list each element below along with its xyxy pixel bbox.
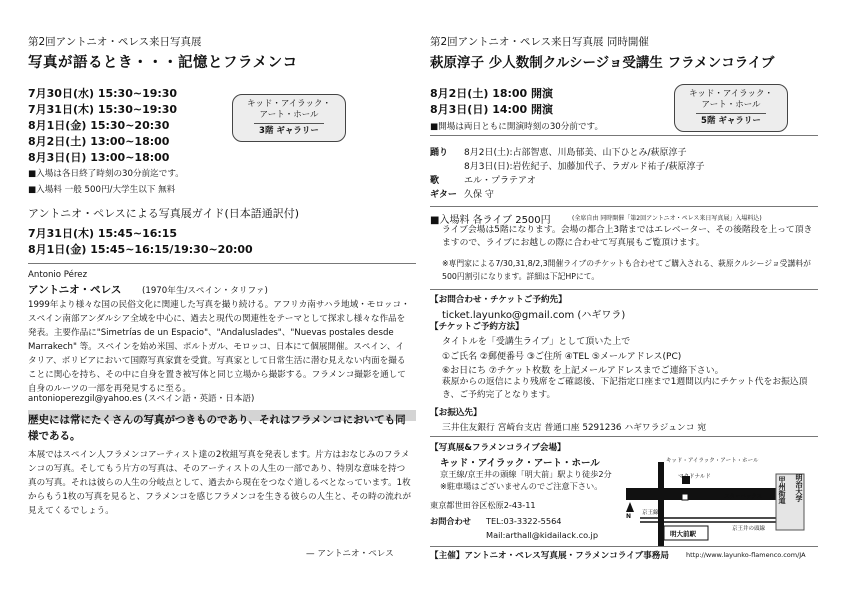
performer-role: 歌 (430, 176, 440, 186)
performer-line: エル・プラテアオ (464, 176, 536, 186)
schedule-row: 8月2日(土) 13:00~18:00 (28, 135, 170, 148)
map-drawing (622, 456, 818, 546)
venue-mail[interactable]: Mail:arthall@kidailack.co.jp (486, 530, 599, 540)
map-label-macdonalds: マクドナルド (678, 474, 711, 480)
profile-contact: antonioperezgil@yahoo.es (スペイン語・英語・日本語) (28, 394, 255, 404)
divider (430, 135, 818, 136)
venue-address: 東京都世田谷区松原2-43-11 (430, 500, 536, 510)
map-label-koshu: 甲州街道 (778, 476, 786, 504)
performer-line: 久保 守 (464, 190, 494, 200)
venue-access: 京王線/京王井の頭線「明大前」駅より徒歩2分 (440, 469, 612, 479)
profile-meta: (1970年生/スペイン・タリファ) (142, 286, 268, 296)
schedule-row: 8月3日(日) 13:00~18:00 (28, 151, 170, 164)
divider (430, 546, 818, 547)
reserve-items: ⑥お日にち ⑦チケット枚数 を上記メールアドレスまでご連絡下さい。 (442, 366, 724, 376)
live-discount: ※専門家による7/30,31,8/2,3開催ライブのチケットも合わせてご購入される、萩原クルシージョ受講料が500円割引になります。詳細は下記HPにて。 (442, 259, 811, 281)
divider (430, 206, 818, 207)
live-fee: ■入場料 各ライブ 2500円 (430, 215, 551, 226)
reserve-intro: タイトルを「受講生ライブ」として頂いた上で (442, 337, 631, 347)
live-title: 萩原淳子 少人数制クルシージョ受講生 フラメンコライブ (430, 55, 775, 71)
profile-bio: 1999年より様々な国の民俗文化に関連した写真を撮り続ける。アフリカ南サハラ地域・モロッコ・スペイン南部アンダルシア全域を中心に、過去と現代の関連性をテーマとして探求し様々な作品を発表。主要作品に"Simetrías de un Espacio"、"Andaluslades"、"Nuevas postales desde Marrakech" 等。スペインを始め米国、ポルトガル、モロッコ、日本にて個展開催。スペイン、イタリア、ボリビアにおいて国際写真家賞を受賞。写真家として日常生活に潜む見えない内面を撮ることに関心を持ち、その中に自身を置き被写体と同じ立場から撮影する。フラメンコ撮影を通して自身のルーツの一部を再発見するに至る。 (28, 300, 410, 392)
venue-badge-3f (232, 94, 346, 142)
performer-role: 踊り (430, 148, 449, 158)
reply-note: 萩原からの返信により残席をご確認後、下記指定口座まで1週間以内にチケット代をお振込頂き、ご予約完了となります。 (442, 377, 808, 400)
map-label-starbucks: スターバックス (724, 494, 763, 500)
contact-email[interactable]: ticket.layunko@gmail.com (ハギワラ) (442, 310, 626, 321)
venue-badge-line1: キッド・アイラック・ (247, 99, 331, 109)
reserve-header: 【チケットご予約方法】 (430, 322, 524, 332)
venue-header: 【写真展&フラメンコライブ会場】 (430, 443, 566, 453)
bank-header: 【お振込先】 (430, 408, 482, 418)
profile-name: アントニオ・ペレス (28, 284, 122, 296)
quote-attribution: — アントニオ・ペレス (306, 549, 394, 559)
venue-badge-5f (674, 84, 788, 132)
live-subtitle: 第2回アントニオ・ペレス来日写真展 同時開催 (430, 36, 649, 48)
map-label-station: 明大前駅 (670, 530, 696, 538)
live-open-note: ■開場は両日ともに開演時刻の30分前です。 (430, 122, 604, 132)
guide-schedule-row: 7月31日(木) 15:45~16:15 (28, 227, 178, 240)
venue-map (622, 456, 818, 546)
divider (430, 436, 818, 437)
venue-badge-line2: アート・ホール (259, 110, 319, 120)
map-label-keio: 京王線 (642, 510, 659, 516)
venue-tel-label: お問合わせ (430, 516, 471, 526)
venue-badge-line1: キッド・アイラック・ (689, 89, 773, 99)
map-label-hall: キッド・アイラック・アート・ホール (666, 458, 759, 464)
venue-parking: ※駐車場はございませんのでご注意下さい。 (440, 481, 603, 491)
venue-badge-floor: 3階 ギャラリー (254, 123, 323, 137)
guide-title: アントニオ・ペレスによる写真展ガイド(日本語通訳付) (28, 207, 300, 220)
venue-badge-line2: アート・ホール (701, 100, 761, 110)
footer-url[interactable]: http://www.layunko-flamenco.com/JA (686, 551, 806, 559)
entry-note: ■入場は各日終了時刻の30分前迄です。 (28, 169, 184, 179)
reserve-items: ①ご氏名 ②郵便番号 ③ご住所 ④TEL ⑤メールアドレス(PC) (442, 352, 682, 362)
map-label-n: N (626, 513, 632, 520)
venue-tel: TEL:03-3322-5564 (486, 516, 562, 526)
live-fee-note: (全席自由 同時開催「第2回アントニオ・ペレス来日写真展」入場料込) (572, 215, 762, 222)
map-label-inokashira: 京王井の頭線 (732, 526, 766, 532)
guide-schedule-row: 8月1日(金) 15:45~16:15/19:30~20:00 (28, 243, 253, 256)
map-label-meiji: 明治大学 (795, 474, 803, 502)
live-info: ライブ会場は5階になります。会場の都合上3階まではエレベーター、その後階段を上って頂きますので、ライブにお越しの際に合わせて写真展もご覧頂けます。 (442, 225, 813, 248)
schedule-row: 8月1日(金) 15:30~20:30 (28, 119, 170, 132)
venue-name: キッド・アイラック・アート・ホール (440, 458, 600, 469)
profile-latin-name: Antonio Pérez (28, 270, 88, 280)
performer-role: ギター (430, 190, 457, 200)
schedule-row: 7月31日(木) 15:30~19:30 (28, 103, 178, 116)
venue-badge-floor: 5階 ギャラリー (696, 113, 765, 127)
footer-organizer: 【主催】アントニオ・ペレス写真展・フラメンコライブ事務局 (430, 551, 669, 561)
divider (430, 289, 818, 290)
live-schedule-row: 8月3日(日) 14:00 開演 (430, 103, 554, 116)
quote-body: 本展ではスペイン人フラメンコアーティスト達の2枚組写真を発表します。片方はおなじみのフラメンコの写真。そしてもう片方の写真は、そのアーティストの人生の一部であり、特別な意味を持つ真の写真。それは彼らの人生の分岐点として、過去から現在をつなぐ道しるべとなっています。1枚からもう1枚の写真を見ると、フラメンコを感じフラメンコを生きる彼らの人生と、その時の流れが見えてくるでしょう。 (28, 450, 412, 516)
contact-header: 【お問合わせ・チケットご予約先】 (430, 295, 567, 305)
live-schedule-row: 8月2日(土) 18:00 開演 (430, 87, 554, 100)
quote-headline: 歴史には常にたくさんの写真がつきものであり、それはフラメンコにおいても同様である。 (28, 414, 406, 442)
bank-details: 三井住友銀行 宮崎台支店 普通口座 5291236 ハギワラジュンコ 宛 (442, 423, 707, 433)
exhibition-title: 写真が語るとき・・・記憶とフラメンコ (28, 55, 298, 71)
performer-line: 8月3日(日):岩佐紀子、加藤加代子、ラガルド祐子/萩原淳子 (464, 162, 705, 172)
fee-note: ■入場料 一般 500円/大学生以下 無料 (28, 185, 176, 195)
performer-line: 8月2日(土):占部智恵、川島郁美、山下ひとみ/萩原淳子 (464, 148, 687, 158)
schedule-row: 7月30日(水) 15:30~19:30 (28, 87, 178, 100)
divider (28, 263, 416, 264)
exhibition-subtitle: 第2回アントニオ・ペレス来日写真展 (28, 36, 202, 48)
